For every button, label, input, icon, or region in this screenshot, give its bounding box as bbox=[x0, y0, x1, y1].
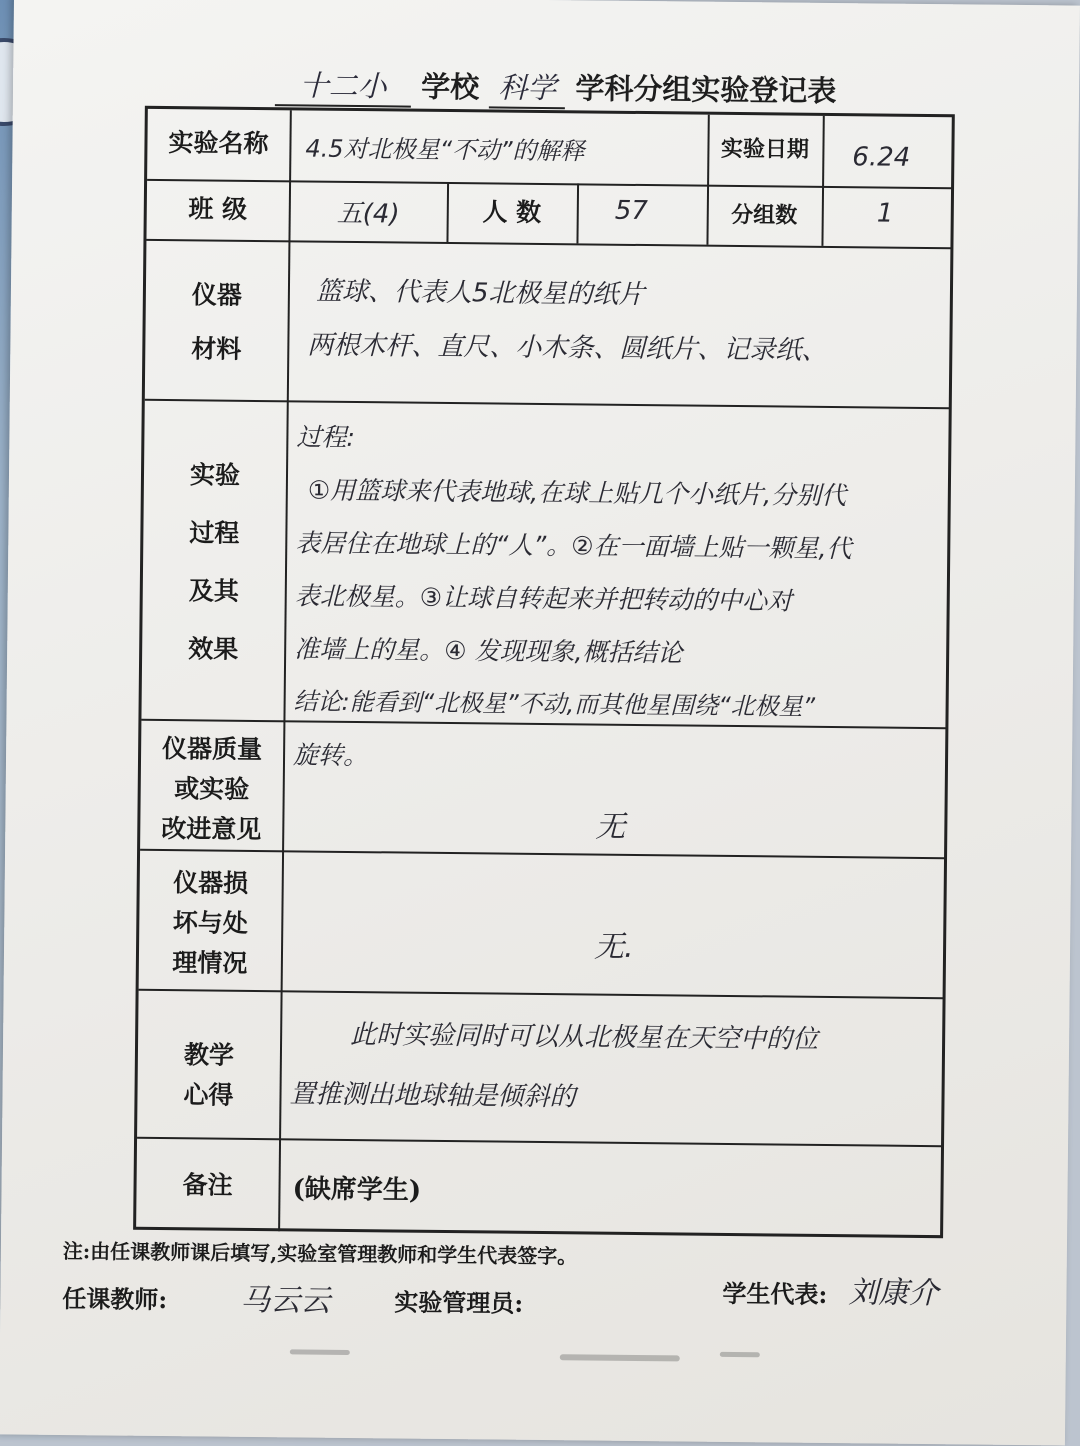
process-line: 过程: bbox=[296, 422, 355, 453]
groups-label: 分组数 bbox=[731, 201, 798, 229]
damage-label-3: 理情况 bbox=[172, 948, 248, 978]
process-line: ①用篮球来代表地球,在球上贴几个小纸片,分别代 bbox=[307, 475, 847, 511]
student-rep-label: 学生代表: bbox=[722, 1278, 828, 1310]
materials-line-1: 篮球、代表人5北极星的纸片 bbox=[315, 276, 645, 311]
groups-value: 1 bbox=[876, 198, 894, 229]
school-label: 学校 bbox=[421, 69, 480, 105]
process-line: 旋转。 bbox=[292, 740, 369, 771]
materials-label-1: 仪器 bbox=[191, 280, 243, 310]
class-label: 班 级 bbox=[188, 194, 248, 224]
teacher-label: 任课教师: bbox=[62, 1283, 168, 1315]
class-value: 五(4) bbox=[336, 198, 400, 230]
student-rep-signature: 刘康介 bbox=[848, 1275, 939, 1312]
row-divider bbox=[137, 1137, 942, 1147]
quality-label-3: 改进意见 bbox=[161, 814, 262, 845]
process-line: 表北极星。③让球自转起来并把转动的中心对 bbox=[294, 581, 793, 616]
process-line: 准墙上的星。④ 发现现象,概括结论 bbox=[294, 634, 683, 668]
exp-name-value: 4.5对北极星“不动”的解释 bbox=[305, 134, 585, 166]
remarks-label: 备注 bbox=[182, 1170, 233, 1200]
exp-name-label: 实验名称 bbox=[168, 128, 269, 159]
print-smudge bbox=[560, 1354, 680, 1361]
teacher-signature: 马云云 bbox=[240, 1282, 331, 1319]
process-label-2: 过程 bbox=[189, 518, 240, 548]
materials-line-2: 两根木杆、直尺、小木条、圆纸片、记录纸、 bbox=[307, 330, 828, 366]
quality-value: 无 bbox=[595, 809, 626, 845]
exp-date-label: 实验日期 bbox=[720, 135, 810, 163]
exp-date-value: 6.24 bbox=[852, 142, 911, 173]
row-divider bbox=[140, 849, 945, 859]
teaching-label-1: 教学 bbox=[183, 1040, 235, 1070]
process-text bbox=[293, 410, 947, 788]
people-label: 人 数 bbox=[482, 197, 542, 227]
remarks-value: (缺席学生) bbox=[292, 1174, 422, 1206]
row-divider bbox=[139, 989, 944, 999]
teaching-text bbox=[289, 1004, 940, 1131]
title-label: 学科分组实验登记表 bbox=[575, 71, 837, 109]
quality-label-2: 或实验 bbox=[174, 774, 250, 804]
print-smudge bbox=[290, 1349, 350, 1355]
row-divider bbox=[146, 239, 951, 249]
experiment-form bbox=[133, 106, 955, 1238]
people-value: 57 bbox=[614, 195, 649, 227]
print-smudge bbox=[720, 1352, 760, 1357]
teaching-line: 置推测出地球轴是倾斜的 bbox=[289, 1079, 576, 1113]
row-divider bbox=[145, 399, 950, 409]
process-conclusion: 结论:能看到“北极星”不动,而其他星围绕“北极星” bbox=[293, 687, 816, 721]
admin-label: 实验管理员: bbox=[394, 1287, 524, 1318]
damage-value: 无. bbox=[593, 929, 634, 965]
damage-label-2: 坏与处 bbox=[172, 908, 248, 938]
process-line: 表居住在地球上的“人”。②在一面墙上贴一颗星,代 bbox=[295, 528, 852, 564]
school-fill: 十二小 bbox=[275, 63, 411, 107]
materials-label-2: 材料 bbox=[191, 334, 242, 364]
footer-note: 注:由任课教师课后填写,实验室管理教师和学生代表签字。 bbox=[62, 1238, 578, 1269]
quality-label-1: 仪器质量 bbox=[161, 734, 263, 765]
subject-fill: 科学 bbox=[489, 65, 565, 109]
process-label-3: 及其 bbox=[188, 576, 239, 606]
process-label-4: 效果 bbox=[188, 634, 239, 664]
process-label-1: 实验 bbox=[189, 460, 241, 490]
damage-label-1: 仪器损 bbox=[173, 868, 249, 898]
teaching-label-2: 心得 bbox=[183, 1080, 234, 1110]
teaching-line: 此时实验同时可以从北极星在天空中的位 bbox=[349, 1019, 819, 1055]
